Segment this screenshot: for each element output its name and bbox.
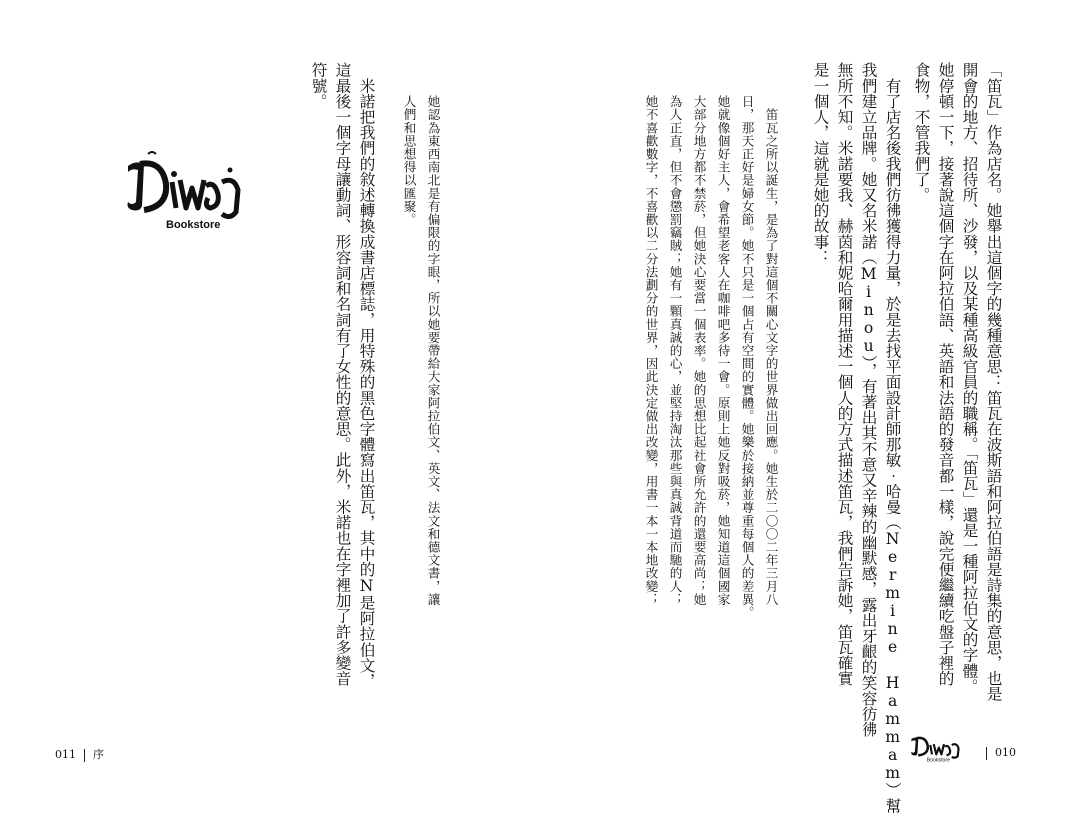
- body-text-line: 我們建立品牌。她又名米諾（Minou），有著出其不意又辛辣的幽默感，露出牙齦的笑容彷彿: [859, 62, 878, 737]
- running-title: 序: [93, 748, 104, 761]
- logo-subtitle: Bookstore: [166, 219, 221, 231]
- diwan-logo-small-icon: [905, 733, 965, 763]
- body-text-line: 無所不知。米諾要我、赫茵和妮哈爾用描述一個人的方式描述笛瓦，我們告訴她，笛瓦確實: [835, 62, 854, 686]
- quote-text-line: 笛瓦之所以誕生，是為了對這個不關心文字的世界做出回應。她生於二〇〇二年三月八: [763, 95, 779, 606]
- body-text-line: 是一個人，這就是她的故事：: [811, 62, 830, 265]
- body-text-line: 這最後一個字母讓動詞、形容詞和名詞有了女性的意思。此外，米諾也在字裡加了許多變音: [333, 62, 352, 686]
- page-number-left: [55, 746, 104, 762]
- diwan-logo-icon: [118, 146, 248, 236]
- body-text-line: 「笛瓦」作為店名。她舉出這個字的幾種意思：笛瓦在波斯語和阿拉伯語是詩集的意思，也是: [984, 62, 1003, 702]
- body-text-line: 符號。: [309, 62, 328, 109]
- quote-text-line: 她認為東西南北是有偏限的字眼，所以她要帶給大家阿拉伯文、英文、法文和德文書，讓: [425, 95, 441, 606]
- quote-text-line: 她就像個好主人，會希望老客人在咖啡吧多待一會。原則上她反對吸菸，她知道這個國家: [715, 95, 731, 606]
- quote-text-line: 大部分地方都不禁菸，但她決心要當一個表率。她的思想比起社會所允許的還要高尚；她: [691, 95, 707, 606]
- quote-text-line: 人們和思想得以匯聚。: [401, 95, 417, 226]
- quote-text-line: 為人正直，但不會懲罰竊賊；她有一顆真誠的心，並堅持淘汰那些與真誠背道而馳的人；: [667, 95, 683, 606]
- folio-separator: [986, 747, 987, 760]
- diwan-logo: [118, 146, 248, 236]
- body-text-line: 食物，不管我們了。: [912, 62, 931, 203]
- diwan-logo-small: [905, 733, 965, 763]
- body-text-line: 有了店名後我們彷彿獲得力量，於是去找平面設計師那敏‧哈曼（Nermine Hammam）幫: [883, 62, 902, 813]
- body-text-line: 開會的地方、招待所、沙發，以及某種高級官員的職稱。「笛瓦」還是一種阿拉伯文的字體。: [960, 62, 979, 694]
- page-number-right: [978, 746, 1016, 760]
- quote-text-line: 日，那天正好是婦女節。她不只是一個占有空間的實體。她樂於接納並尊重每個人的差異。: [739, 95, 755, 619]
- quote-text-line: 她不喜歡數字，不喜歡以二分法劃分的世界，因此決定做出改變，用書一本一本地改變；: [643, 95, 659, 606]
- page-number: 010: [995, 746, 1016, 759]
- page-number: 011: [55, 748, 76, 761]
- logo-small-subtitle: Bookstore: [926, 757, 950, 763]
- body-text-line: 她停頓一下，接著說這個字在阿拉伯語、英語和法語的發音都一樣，說完便繼續吃盤子裡的: [936, 62, 955, 686]
- folio-separator: [84, 749, 85, 762]
- body-text-line: 米諾把我們的敘述轉換成書店標誌，用特殊的黑色字體寫出笛瓦，其中的N是阿拉伯文，: [357, 62, 376, 689]
